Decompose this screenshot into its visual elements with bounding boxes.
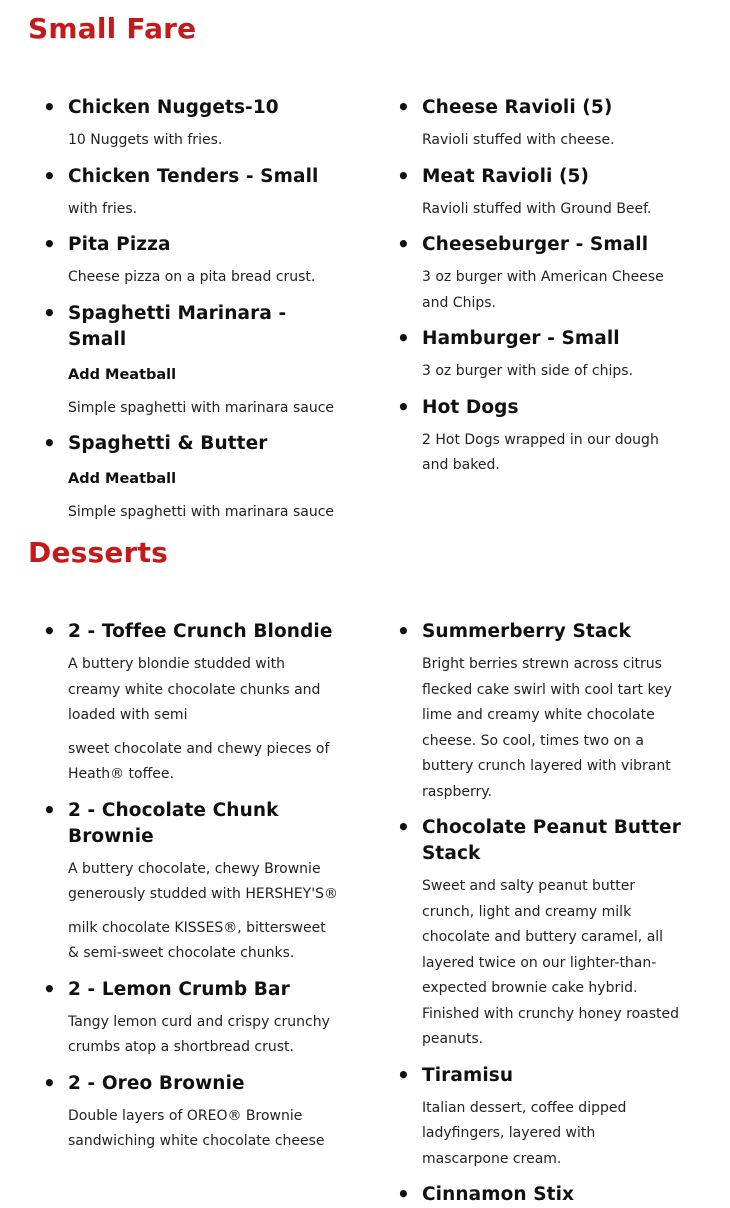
menu-item-description: 2 Hot Dogs wrapped in our dough and baked. [422, 431, 659, 473]
bullet-icon: • [397, 326, 410, 350]
bullet-icon: • [397, 619, 410, 643]
menu-item [28, 95, 338, 154]
bullet-icon: • [43, 300, 56, 325]
menu-item-addon: Add Meatball [68, 366, 177, 383]
menu-item-name: Pita Pizza [68, 234, 171, 255]
bullet-icon: • [397, 815, 410, 839]
menu-item [28, 798, 338, 967]
menu-item [28, 977, 338, 1061]
menu-item [28, 431, 338, 526]
menu-item [28, 232, 338, 291]
menu-item [382, 619, 682, 805]
small-fare-left-column [28, 95, 338, 526]
menu-item-description: A buttery chocolate, chewy Brownie generously studded with HERSHEY'S® [68, 860, 338, 902]
bullet-icon: • [43, 95, 56, 119]
menu-item-description: 3 oz burger with side of chips. [422, 363, 634, 379]
menu-item-name: Chicken Tenders - Small [68, 165, 319, 187]
menu-item-description: milk chocolate KISSES®, bittersweet & semi-sweet chocolate chunks. [68, 919, 326, 961]
menu-item-description: with fries. [68, 200, 138, 217]
section-title-small-fare: Small Fare [28, 12, 197, 45]
bullet-icon: • [397, 394, 410, 419]
menu-item-name: Cheese Ravioli (5) [422, 97, 613, 118]
menu-item-description: A buttery blondie studded with creamy white chocolate chunks and loaded with semi [68, 656, 321, 723]
menu-item-name: Hamburger - Small [422, 328, 620, 349]
bullet-icon: • [397, 95, 410, 119]
menu-item [28, 619, 338, 788]
menu-item-addon: Add Meatball [68, 471, 177, 487]
menu-item-description: Italian dessert, coffee dipped ladyfingers, layered with mascarpone cream. [422, 1099, 627, 1167]
bullet-icon: • [397, 163, 410, 188]
bullet-icon: • [397, 1062, 410, 1087]
menu-item-name: 2 - Chocolate Chunk Brownie [68, 799, 279, 847]
menu-item-name: 2 - Lemon Crumb Bar [68, 978, 290, 1000]
menu-item-description: Bright berries strewn across citrus flecked cake swirl with cool tart key lime and creamy white chocolate cheese. So cool, times two on a buttery crunch layered with vibrant raspberry. [422, 656, 672, 800]
menu-item [382, 95, 682, 154]
small-fare-right-column [382, 95, 682, 479]
menu-item-name: Chicken Nuggets-10 [68, 97, 279, 118]
menu-item [28, 301, 338, 422]
menu-item-description: 10 Nuggets with fries. [68, 132, 223, 148]
menu-item-name: Spaghetti Marinara - Small [68, 302, 287, 350]
bullet-icon: • [43, 232, 56, 256]
menu-item [382, 1063, 682, 1173]
menu-item-description: Double layers of OREO® Brownie sandwiching white chocolate cheese [68, 1107, 325, 1149]
menu-item [382, 1182, 682, 1208]
menu-item-description: Simple spaghetti with marinara sauce [68, 504, 335, 520]
menu-item-name: Tiramisu [422, 1064, 514, 1086]
bullet-icon: • [43, 431, 56, 455]
menu-item-description: Tangy lemon curd and crispy crunchy crumbs atop a shortbread crust. [68, 1013, 330, 1055]
menu-item-description: 3 oz burger with American Cheese and Chips. [422, 269, 664, 311]
menu-item-name: Cheeseburger - Small [422, 234, 649, 255]
menu-item-name: Cinnamon Stix [422, 1184, 575, 1205]
bullet-icon: • [43, 619, 56, 643]
bullet-icon: • [397, 1182, 410, 1206]
menu-item [382, 232, 682, 316]
menu-item-description: Ravioli stuffed with cheese. [422, 132, 615, 148]
menu-item [382, 395, 682, 479]
bullet-icon: • [43, 1070, 56, 1095]
menu-item-name: 2 - Toffee Crunch Blondie [68, 621, 333, 642]
menu-item-description: Cheese pizza on a pita bread crust. [68, 269, 316, 285]
bullet-icon: • [43, 163, 56, 188]
bullet-icon: • [397, 232, 410, 256]
menu-item-name: Hot Dogs [422, 396, 519, 418]
menu-item-name: Chocolate Peanut Butter Stack [422, 817, 681, 864]
desserts-right-column [382, 619, 682, 1208]
menu-item-name: 2 - Oreo Brownie [68, 1072, 245, 1094]
menu-item-description: Sweet and salty peanut butter crunch, light and creamy milk chocolate and buttery caramel, all layered twice on our lighter-than-expected brownie cake hybrid. Finished with crunchy honey roasted peanuts. [422, 878, 679, 1047]
menu-item [382, 164, 682, 223]
menu-item-name: Summerberry Stack [422, 621, 631, 642]
menu-item [382, 326, 682, 385]
menu-item [28, 1071, 338, 1155]
bullet-icon: • [43, 797, 56, 822]
bullet-icon: • [43, 976, 56, 1001]
menu-item-name: Spaghetti & Butter [68, 433, 268, 454]
menu-item-description: Ravioli stuffed with Ground Beef. [422, 200, 652, 217]
section-title-desserts: Desserts [28, 536, 169, 569]
menu-item-description: Simple spaghetti with marinara sauce [68, 399, 335, 416]
menu-item-name: Meat Ravioli (5) [422, 165, 590, 187]
menu-item [28, 164, 338, 223]
menu-item-description: sweet chocolate and chewy pieces of Heath® toffee. [68, 740, 330, 782]
menu-item [382, 815, 682, 1053]
desserts-left-column [28, 619, 338, 1155]
